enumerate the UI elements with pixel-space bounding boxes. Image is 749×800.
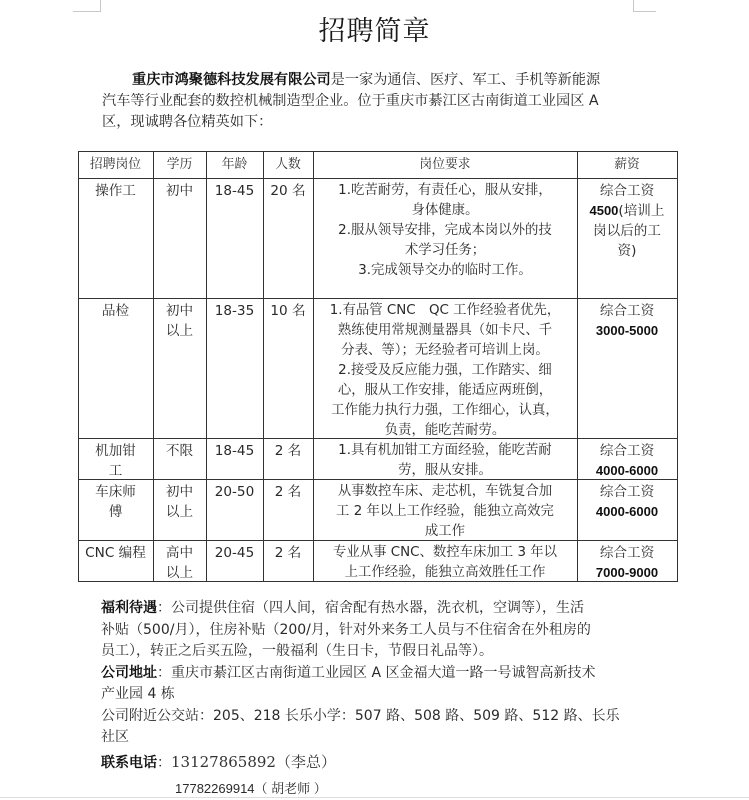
cell-line: 综合工资 — [599, 484, 655, 500]
cell-line: 20-50 — [214, 484, 255, 500]
intro-line-2: 汽车等行业配套的数控机械制造型企业。位于重庆市綦江区古南街道工业园区 A — [102, 93, 599, 109]
cell-line: 1.有品管 CNC QC 工作经验者优先， — [329, 303, 561, 318]
table-border — [677, 151, 678, 582]
crop-mark-left-vertical — [100, 0, 101, 11]
cell-line: 2.服从领导安排，完成本岗以外的技 — [338, 223, 552, 238]
intro-text: 是一家为通信、医疗、军工、手机等新能源 — [330, 72, 601, 88]
table-border — [78, 151, 678, 152]
cell-line: 机加钳 — [95, 443, 136, 459]
cell-line: 岗以后的工 — [593, 223, 661, 239]
table-cell-age — [206, 181, 263, 201]
benefits-line-1 — [101, 598, 681, 620]
header-age: 年龄 — [221, 157, 248, 172]
table-cell-salary — [577, 543, 677, 583]
table-cell-position — [78, 181, 153, 201]
table-cell-salary — [577, 482, 677, 522]
cell-line: 2 名 — [274, 443, 302, 459]
table-cell-position — [78, 543, 153, 563]
cell-line: 专业从事 CNC、数控车床加工 3 年以 — [332, 545, 558, 560]
salary-amount: 4000-6000 — [595, 504, 659, 519]
cell-line: 心，服从工作安排，能适应两班倒， — [337, 383, 553, 398]
table-cell-position — [78, 482, 153, 522]
cell-line: 综合工资 — [599, 303, 655, 319]
salary-amount: 3000-5000 — [595, 323, 659, 338]
cell-line: 以上 — [165, 565, 194, 581]
phone-number-2[interactable]: 17782269914（ 胡老师 ） — [175, 781, 327, 796]
benefits-line-3: 员工），转正之后买五险，一般福利（生日卡，节假日礼品等）。 — [101, 643, 493, 659]
table-cell-education — [153, 543, 206, 583]
cell-line: 身体健康。 — [411, 203, 479, 218]
cell-line: 18-45 — [214, 183, 255, 199]
cell-line: 车床师 — [95, 484, 136, 500]
cell-line: 术学习任务； — [404, 243, 486, 258]
cell-line: CNC 编程 — [85, 545, 146, 561]
table-cell-position — [78, 301, 153, 321]
cell-line: 以上 — [165, 504, 194, 520]
cell-line: 成工作 — [424, 524, 466, 539]
header-count: 人数 — [275, 157, 301, 172]
table-cell-education — [153, 181, 206, 201]
crop-mark-left-horizontal — [73, 11, 101, 12]
cell-line: 从事数控车床、走芯机，车铣复合加 — [337, 484, 553, 499]
cell-line: 2.接受及反应能力强，工作踏实、细 — [338, 363, 552, 378]
benefits-line-2: 补贴（500/月），住房补贴（200/月，针对外来务工人员与不住宿舍在外租房的 — [101, 621, 591, 638]
header-salary: 薪资 — [614, 157, 640, 172]
address-text: ：重庆市綦江区古南街道工业园区 A 区金福大道一路一号诚智高新技术 — [157, 664, 596, 681]
table-cell-education — [153, 482, 206, 522]
table-cell-requirements — [313, 543, 577, 583]
company-name: 重庆市鸿聚德科技发展有限公司 — [132, 72, 331, 88]
page-edge — [0, 797, 749, 798]
bus-line-1: 公司附近公交站：205、218 长乐小学：507 路、508 路、509 路、512 路、长乐 — [101, 707, 620, 724]
job-table — [78, 151, 677, 581]
cell-line: 操作工 — [95, 183, 136, 199]
cell-line: 1.具有机加钳工方面经验，能吃苦耐 — [338, 443, 552, 458]
cell-line: 10 名 — [270, 303, 306, 319]
cell-line: 1.吃苦耐劳，有责任心，服从安排， — [338, 183, 552, 198]
cell-line: 18-45 — [214, 443, 255, 459]
cell-line: 工 — [108, 463, 123, 479]
table-cell-requirements — [313, 181, 577, 281]
benefits-text: ：公司提供住宿（四人间，宿舍配有热水器，洗衣机，空调等），生活 — [157, 600, 584, 616]
table-border — [78, 178, 678, 179]
crop-mark-right-vertical — [633, 0, 634, 11]
header-education: 学历 — [166, 157, 193, 172]
cell-line: 资) — [617, 243, 637, 259]
address-line-1 — [101, 663, 681, 685]
table-border — [78, 298, 678, 299]
cell-line: 2 名 — [274, 484, 302, 500]
salary-amount: 4500 — [589, 203, 619, 218]
table-cell-requirements — [313, 301, 577, 441]
cell-line: 负责，能吃苦耐劳。 — [384, 423, 506, 438]
salary-amount: 4000-6000 — [595, 463, 659, 478]
contact-label: 联系电话 — [101, 755, 157, 771]
cell-line: 分表、等）；无经验者可培训上岗。 — [341, 343, 549, 358]
cell-line: 20-45 — [214, 545, 255, 561]
table-cell-age — [206, 441, 263, 461]
page-title: 招聘简章 — [318, 16, 431, 47]
cell-line: 上工作经验，能独立高效胜任工作 — [344, 565, 546, 580]
table-cell-requirements — [313, 441, 577, 481]
table-cell-education — [153, 441, 206, 461]
intro-line-3: 区，现诚聘各位精英如下： — [102, 114, 273, 130]
header-position: 招聘岗位 — [89, 157, 142, 172]
cell-line: 劳，服从安排。 — [398, 463, 492, 478]
cell-line: 初中 — [165, 303, 194, 319]
cell-line: 傅 — [108, 504, 123, 520]
phone-number-1[interactable]: 13127865892（李总） — [171, 753, 336, 771]
cell-line: 综合工资 — [599, 183, 655, 199]
table-cell-age — [206, 482, 263, 502]
table-border — [263, 151, 264, 582]
salary-note: (培训上 — [618, 203, 665, 219]
intro-paragraph — [102, 70, 662, 133]
cell-line: 高中 — [165, 545, 194, 561]
benefits-label: 福利待遇 — [101, 600, 157, 616]
cell-line: 品检 — [101, 303, 130, 319]
cell-line: 20 名 — [270, 183, 306, 199]
cell-line: 综合工资 — [599, 443, 655, 459]
table-cell-count — [263, 482, 313, 502]
cell-line: 工作能力执行力强，工作细心，认真， — [331, 403, 559, 418]
table-cell-age — [206, 543, 263, 563]
table-cell-position — [78, 441, 153, 481]
table-cell-education — [153, 301, 206, 341]
table-cell-count — [263, 441, 313, 461]
crop-mark-right-horizontal — [633, 11, 656, 12]
address-line-2: 产业园 4 栋 — [101, 686, 175, 702]
cell-line: 不限 — [165, 443, 194, 459]
intro-line-1 — [102, 70, 662, 91]
cell-line: 熟练使用常规测量器具（如卡尺、千 — [337, 323, 553, 338]
table-cell-count — [263, 181, 313, 201]
contact-colon: ： — [157, 755, 171, 771]
table-cell-count — [263, 301, 313, 321]
contact-line-1 — [101, 751, 336, 774]
cell-line: 2 名 — [274, 545, 302, 561]
table-border — [206, 151, 207, 582]
cell-line: 综合工资 — [599, 545, 655, 561]
table-cell-salary — [577, 181, 677, 261]
cell-line: 3.完成领导交办的临时工作。 — [358, 263, 532, 278]
bus-line-2: 社区 — [101, 729, 129, 745]
cell-line: 18-35 — [214, 303, 255, 319]
address-label: 公司地址 — [101, 664, 157, 681]
cell-line: 初中 — [165, 484, 194, 500]
cell-line: 初中 — [165, 183, 194, 199]
table-cell-age — [206, 301, 263, 321]
cell-line: 以上 — [165, 323, 194, 339]
table-cell-salary — [577, 441, 677, 481]
table-cell-count — [263, 543, 313, 563]
table-cell-salary — [577, 301, 677, 341]
cell-line: 工 2 年以上工作经验，能独立高效完 — [336, 504, 554, 519]
cell-line — [577, 201, 677, 221]
header-requirements: 岗位要求 — [419, 157, 471, 172]
salary-amount: 7000-9000 — [595, 565, 659, 580]
table-cell-requirements — [313, 482, 577, 542]
benefits-section — [101, 598, 681, 749]
